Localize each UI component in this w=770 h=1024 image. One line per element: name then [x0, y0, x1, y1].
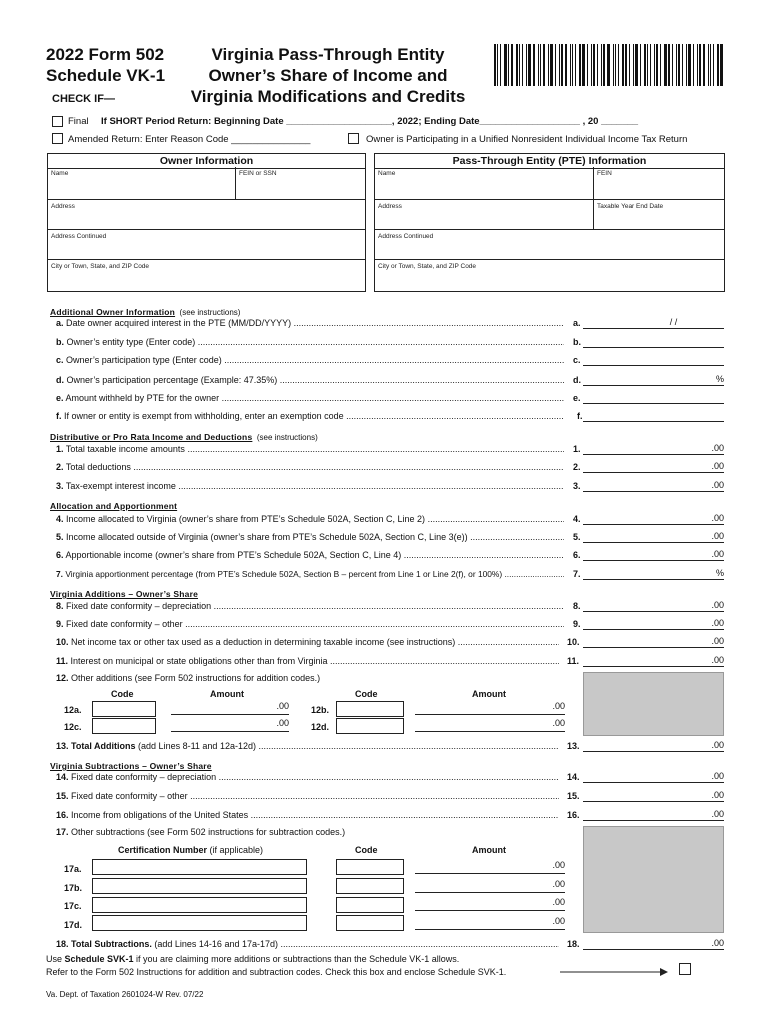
owner-fein-field[interactable]: FEIN or SSN — [236, 167, 366, 200]
check-if-label: CHECK IF— — [52, 93, 115, 105]
line-17b-label: 17b. — [64, 883, 83, 893]
barcode-bar — [555, 44, 556, 86]
line-15-input[interactable]: .00 — [583, 790, 724, 802]
owner-address-field[interactable]: Address — [48, 200, 366, 230]
line-4: 4. Income allocated to Virginia (owner’s share from PTE’s Schedule 502A, Section C, Line 2) ..... — [56, 514, 564, 524]
barcode-bar — [678, 44, 680, 86]
line-d-pct: % — [715, 374, 724, 384]
line-d: d. Owner’s participation percentage (Example: 47.35%) ..... — [56, 375, 564, 385]
final-checkbox[interactable] — [52, 116, 63, 127]
line-6: 6. Apportionable income (owner’s share from PTE’s Schedule 502A, Section C, Line 4) ..... — [56, 550, 564, 560]
line-d-num: d. — [573, 375, 581, 385]
line-17-shaded-area — [583, 826, 724, 933]
line-12d-amount[interactable]: .00 — [415, 718, 565, 732]
line-12b-label: 12b. — [311, 705, 330, 715]
owner-info-heading: Owner Information — [47, 153, 366, 169]
barcode-bar — [582, 44, 585, 86]
barcode-bar — [699, 44, 701, 86]
line-5: 5. Income allocated outside of Virginia (owner’s share from PTE’s Schedule 502A, Section C, Line 3(e)) ..... — [56, 532, 564, 542]
barcode-bar — [713, 44, 714, 86]
owner-address-cont-field[interactable]: Address Continued — [48, 230, 366, 260]
line-17c-cert[interactable] — [92, 897, 307, 913]
line-9-input[interactable]: .00 — [583, 618, 724, 630]
line-e-input[interactable] — [583, 392, 724, 404]
line-12a-amount[interactable]: .00 — [171, 701, 289, 715]
line-14: 14. Fixed date conformity – depreciation ..... — [56, 772, 559, 782]
barcode-bar — [720, 44, 723, 86]
line-12a-code[interactable] — [92, 701, 156, 717]
line-c-input[interactable] — [583, 354, 724, 366]
barcode-bar — [519, 44, 520, 86]
barcode-bar — [570, 44, 571, 86]
barcode-bar — [575, 44, 576, 86]
line-c-num: c. — [573, 355, 581, 365]
barcode-bar — [708, 44, 709, 86]
barcode-bar — [615, 44, 616, 86]
line-14-input[interactable]: .00 — [583, 771, 724, 783]
barcode-bar — [607, 44, 610, 86]
barcode-bar — [629, 44, 630, 86]
line-10-num: 10. — [567, 637, 580, 647]
barcode-bar — [579, 44, 581, 86]
barcode-bar — [650, 44, 651, 86]
barcode-bar — [640, 44, 641, 86]
pte-info-box — [374, 167, 725, 292]
line-10-input[interactable]: .00 — [583, 636, 724, 648]
barcode-bar — [664, 44, 667, 86]
line-12b-code[interactable] — [336, 701, 404, 717]
line-16: 16. Income from obligations of the United States ..... — [56, 810, 559, 820]
line-f-num: f. — [577, 411, 583, 421]
barcode-bar — [587, 44, 588, 86]
line-18-input[interactable]: .00 — [583, 938, 724, 950]
barcode-bar — [511, 44, 513, 86]
line-e-num: e. — [573, 393, 581, 403]
line-12a-label: 12a. — [64, 705, 82, 715]
barcode-bar — [497, 44, 498, 86]
line-11-num: 11. — [567, 656, 580, 666]
barcode-bar — [693, 44, 694, 86]
barcode-bar — [597, 44, 598, 86]
barcode-bar — [522, 44, 523, 86]
barcode-bar — [668, 44, 670, 86]
barcode-bar — [500, 44, 501, 86]
line-1: 1. Total taxable income amounts ..... — [56, 444, 564, 454]
barcode-bar — [538, 44, 539, 86]
barcode-bar — [633, 44, 634, 86]
line-17a-amount[interactable]: .00 — [415, 860, 565, 874]
line-6-input[interactable]: .00 — [583, 549, 724, 561]
amended-checkbox[interactable] — [52, 133, 63, 144]
barcode-bar — [625, 44, 627, 86]
barcode-bar — [660, 44, 661, 86]
refer-note: Refer to the Form 502 Instructions for addition and subtraction codes. Check this box and enclose Schedule SVK-1. — [46, 967, 507, 977]
schedule-title: Schedule VK-1 — [46, 66, 166, 85]
line-17: 17. Other subtractions (see Form 502 instructions for subtraction codes.) — [56, 827, 346, 837]
title-line-3: Virginia Modifications and Credits — [190, 87, 466, 106]
barcode-bar — [635, 44, 638, 86]
allocation-heading: Allocation and Apportionment — [50, 501, 178, 511]
line-17a-code[interactable] — [336, 859, 404, 875]
line-17c-amount[interactable]: .00 — [415, 897, 565, 911]
barcode-bar — [561, 44, 563, 86]
barcode-bar — [543, 44, 545, 86]
line-1-input[interactable]: .00 — [583, 443, 724, 455]
barcode-bar — [682, 44, 683, 86]
line-17c-code[interactable] — [336, 897, 404, 913]
line-12d-label: 12d. — [311, 722, 330, 732]
barcode-bar — [717, 44, 719, 86]
line-9: 9. Fixed date conformity – other ..... — [56, 619, 564, 629]
barcode-bar — [591, 44, 592, 86]
barcode-bar — [656, 44, 658, 86]
pte-info-heading: Pass-Through Entity (PTE) Information — [374, 153, 725, 169]
barcode — [494, 44, 726, 86]
line-2: 2. Total deductions ..... — [56, 462, 564, 472]
barcode-bar — [613, 44, 614, 86]
line-6-num: 6. — [573, 550, 581, 560]
barcode-bar — [559, 44, 560, 86]
line-e: e. Amount withheld by PTE for the owner ..... — [56, 393, 564, 403]
line-8-num: 8. — [573, 601, 581, 611]
line-b-input[interactable] — [583, 336, 724, 348]
line-5-num: 5. — [573, 532, 581, 542]
distributive-heading: Distributive or Pro Rata Income and Deductions (see instructions) — [50, 432, 318, 442]
line-12c-label: 12c. — [64, 722, 82, 732]
line-14-num: 14. — [567, 772, 580, 782]
line-f-input[interactable] — [583, 410, 724, 422]
pte-fein-field[interactable]: FEIN — [594, 167, 725, 200]
subtraction-code-header: Code — [355, 845, 378, 855]
line-10: 10. Net income tax or other tax used as a deduction in determining taxable income (see instructions) ..... — [56, 637, 559, 647]
additional-owner-heading: Additional Owner Information (see instructions) — [50, 307, 241, 317]
line-4-num: 4. — [573, 514, 581, 524]
barcode-bar — [618, 44, 619, 86]
barcode-bar — [688, 44, 691, 86]
line-3-num: 3. — [573, 481, 581, 491]
line-17d-cert[interactable] — [92, 915, 307, 931]
addition-code-header-2: Code — [355, 689, 378, 699]
barcode-bar — [533, 44, 535, 86]
barcode-bar — [540, 44, 541, 86]
line-9-num: 9. — [573, 619, 581, 629]
addition-amount-header-1: Amount — [210, 689, 244, 699]
barcode-bar — [550, 44, 553, 86]
line-7: 7. Virginia apportionment percentage (from PTE’s Schedule 502A, Section B – percent from Line 1 or Line 2(f), or 100%) ..... — [56, 569, 564, 579]
barcode-bar — [593, 44, 595, 86]
line-8: 8. Fixed date conformity – depreciation ..... — [56, 601, 564, 611]
line-13-input[interactable]: .00 — [583, 740, 724, 752]
barcode-bar — [697, 44, 698, 86]
barcode-bar — [654, 44, 655, 86]
svk1-enclosed-checkbox[interactable] — [679, 963, 691, 975]
barcode-bar — [603, 44, 605, 86]
line-d-input[interactable] — [583, 374, 724, 386]
barcode-bar — [686, 44, 687, 86]
additions-heading: Virginia Additions – Owner’s Share — [50, 589, 199, 599]
owner-city-field[interactable]: City or Town, State, and ZIP Code — [51, 263, 150, 270]
line-7-num: 7. — [573, 569, 581, 579]
line-5-input[interactable]: .00 — [583, 531, 724, 543]
pte-tax-year-end-field[interactable]: Taxable Year End Date — [594, 200, 725, 230]
barcode-bar — [644, 44, 646, 86]
line-2-input[interactable]: .00 — [583, 461, 724, 473]
pte-name-field[interactable]: Name — [375, 167, 594, 200]
line-12c-amount[interactable]: .00 — [171, 718, 289, 732]
barcode-bar — [647, 44, 648, 86]
barcode-bar — [508, 44, 509, 86]
pte-address-cont-field[interactable]: Address Continued — [375, 230, 725, 260]
line-18: 18. Total Subtractions. (add Lines 14-16 and 17a-17d) ..... — [56, 939, 559, 949]
barcode-bar — [703, 44, 705, 86]
line-11-input[interactable]: .00 — [583, 655, 724, 667]
addition-code-header-1: Code — [111, 689, 134, 699]
form-year-title: 2022 Form 502 — [46, 45, 165, 64]
line-13: 13. Total Additions (add Lines 8-11 and 12a-12d) ..... — [56, 741, 559, 751]
line-17b-amount[interactable]: .00 — [415, 879, 565, 893]
owner-name-field[interactable]: Name — [48, 167, 236, 200]
line-12: 12. Other additions (see Form 502 instructions for addition codes.) — [56, 673, 321, 683]
barcode-bar — [710, 44, 711, 86]
svk-note: Use Schedule SVK-1 if you are claiming more additions or subtractions than the Schedule VK-1 allows. — [46, 954, 460, 964]
addition-amount-header-2: Amount — [472, 689, 506, 699]
line-17b-cert[interactable] — [92, 878, 307, 894]
line-17b-code[interactable] — [336, 878, 404, 894]
amended-label: Amended Return: Enter Reason Code _______________ — [68, 134, 311, 145]
line-16-num: 16. — [567, 810, 580, 820]
date-separators: / / — [669, 317, 678, 327]
line-12-shaded-area — [583, 672, 724, 736]
subtractions-heading: Virginia Subtractions – Owner’s Share — [50, 761, 212, 771]
pte-address-field[interactable]: Address — [375, 200, 594, 230]
line-12d-code[interactable] — [336, 718, 404, 734]
line-a-num: a. — [573, 318, 581, 328]
barcode-bar — [672, 44, 673, 86]
title-line-1: Virginia Pass-Through Entity — [211, 45, 445, 64]
line-12c-code[interactable] — [92, 718, 156, 734]
line-17d-amount[interactable]: .00 — [415, 916, 565, 930]
line-3: 3. Tax-exempt interest income ..... — [56, 481, 564, 491]
unified-checkbox[interactable] — [348, 133, 359, 144]
line-17c-label: 17c. — [64, 901, 82, 911]
line-12b-amount[interactable]: .00 — [415, 701, 565, 715]
line-a: a. Date owner acquired interest in the PTE (MM/DD/YYYY) ..... — [56, 318, 564, 328]
final-label: Final — [68, 116, 89, 127]
line-7-input[interactable]: % — [583, 568, 724, 580]
barcode-bar — [676, 44, 677, 86]
owner-info-box — [47, 167, 366, 292]
line-16-input[interactable]: .00 — [583, 809, 724, 821]
barcode-bar — [565, 44, 567, 86]
line-2-num: 2. — [573, 462, 581, 472]
barcode-bar — [526, 44, 527, 86]
barcode-bar — [548, 44, 549, 86]
line-4-input[interactable]: .00 — [583, 513, 724, 525]
subtraction-amount-header: Amount — [472, 845, 506, 855]
line-15-num: 15. — [567, 791, 580, 801]
line-18-num: 18. — [567, 939, 580, 949]
line-17a-cert[interactable] — [92, 859, 307, 875]
line-15: 15. Fixed date conformity – other ..... — [56, 791, 559, 801]
line-b-num: b. — [573, 337, 581, 347]
arrow-right-icon — [560, 967, 670, 977]
line-11: 11. Interest on municipal or state obligations other than from Virginia ..... — [56, 656, 559, 666]
barcode-bar — [601, 44, 602, 86]
barcode-bar — [622, 44, 624, 86]
line-17a-label: 17a. — [64, 864, 82, 874]
barcode-bar — [528, 44, 531, 86]
line-f: f. If owner or entity is exempt from withholding, enter an exemption code ..... — [56, 411, 564, 421]
title-line-2: Owner’s Share of Income and — [208, 66, 448, 85]
barcode-bar — [516, 44, 518, 86]
line-1-num: 1. — [573, 444, 581, 454]
dept-footer: Va. Dept. of Taxation 2601024-W Rev. 07/22 — [46, 990, 204, 999]
barcode-bar — [572, 44, 573, 86]
certification-header: Certification Number (if applicable) — [118, 845, 264, 855]
pte-city-field[interactable]: City or Town, State, and ZIP Code — [378, 263, 477, 270]
short-period-label: If SHORT Period Return: Beginning Date ____________________, 2022; Ending Date___________________ , 20 _______ — [101, 116, 639, 127]
line-c: c. Owner’s participation type (Enter code) ..... — [56, 355, 564, 365]
unified-label: Owner is Participating in a Unified Nonresident Individual Income Tax Return — [366, 134, 688, 145]
barcode-bar — [494, 44, 496, 86]
line-17d-label: 17d. — [64, 920, 83, 930]
line-8-input[interactable]: .00 — [583, 600, 724, 612]
barcode-bar — [504, 44, 507, 86]
line-3-input[interactable]: .00 — [583, 480, 724, 492]
line-a-input[interactable] — [583, 317, 724, 329]
line-b: b. Owner’s entity type (Enter code) ..... — [56, 337, 564, 347]
line-17d-code[interactable] — [336, 915, 404, 931]
line-13-num: 13. — [567, 741, 580, 751]
